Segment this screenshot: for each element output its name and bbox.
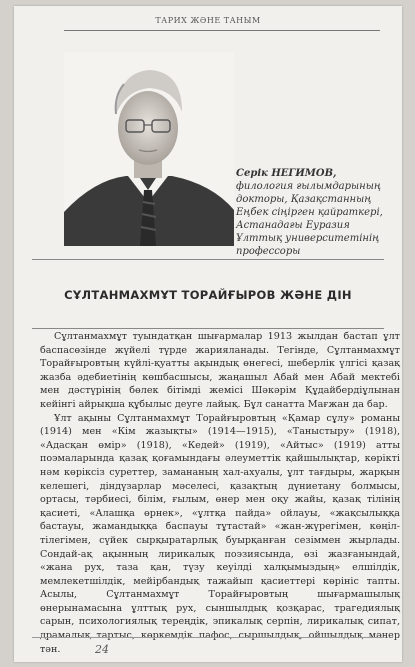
running-head: ТАРИХ ЖӘНЕ ТАНЫМ (155, 16, 261, 25)
author-photo (64, 52, 234, 246)
title-rule-bottom (32, 328, 384, 329)
header-rule (64, 30, 380, 31)
article-body (40, 330, 400, 656)
paragraph: Сұлтанмахмұт туындатқан шығармалар 1913 жылдан бастап ұлт баспасөзінде жүйелі түрде жарияланады. Тегінде, Сұлтанмахмұт Торайғыровтың күйлі-қуатты ақындық өнегесі, шеберлік үлгісі қазақ жазба әдебиетінің көшбасшысы, жаңашыл Абай мен Абай мектебі мен дәстүрінің бөлек бітімді жемісі Шәкәрім Құдайбердіұлынан кейінгі айрықша құбылыс деуге лайық. Бұл санатта Мағжан да бар. (40, 331, 400, 410)
author-description: филология ғылымдарының докторы, Қазақстанның Еңбек сіңірген қайраткері, Астанадағы Еуразия Ұлттық университетінің профессоры (236, 181, 383, 257)
book-page (14, 6, 402, 662)
footer-rule (32, 637, 384, 638)
title-rule-top (32, 259, 384, 260)
page-number: 24 (95, 643, 109, 656)
author-info (236, 167, 398, 258)
author-name: Серік НЕГИМОВ, (236, 168, 337, 179)
article-title: СҰЛТАНМАХМҰТ ТОРАЙҒЫРОВ ЖӘНЕ ДІН (64, 288, 352, 302)
paragraph: Ұлт ақыны Сұлтанмахмұт Торайғыровтың «Қамар сұлу» романы (1914) мен «Кім жазықты» (1914—1915), «Таныстыру» (1918), «Адасқан өмір» (1918), «Кедей» (1919), «Айтыс» (1919) атты поэмаларында қазақ қоғамындағы әлеуметтік қайшылықтар, көріктi нәм көріксіз суреттер, замананың хал-ахуалы, ұлт тағдыры, жарқын келешегі, діндүзарлар мәселесі, қазақтың дүниетану болмысы, ортасы, тәрбиесі, білім, ғылым, өнер мен оқу жайы, қазақ тілінің қасиеті, «Алашқа өрнек», «ұлтқа пайда» ойлауы, «жақсылыққа бастауы, жамандыққа баспауы тұтастай» «жан-жүрегімен, көңіл-тілегімен, сүйек сырқыратарлық буырқанған сезіммен жырлады. Сондай-ақ ақынның лирикалық поэзиясында, өзі жазғанындай, «жана рух, таза қан, түзу кеуілді халқымыздың» елшілдік, мемлекетшілдік, мейірбандық тажайып қасиеттері көрініс тапты. Асылы, Сұлтанмахмұт Торайғыровтың шығармашылық өнерынамасына ұлттық рух, сыншылдық қозқарас, трагедиялық сарын, психологиялық тереңдік, эпикалық серпін, лирикалық сипат, драмалық тартыс, көркемдік пафос, сыршылдық, ойшылдық мәнер тән. (40, 412, 400, 655)
